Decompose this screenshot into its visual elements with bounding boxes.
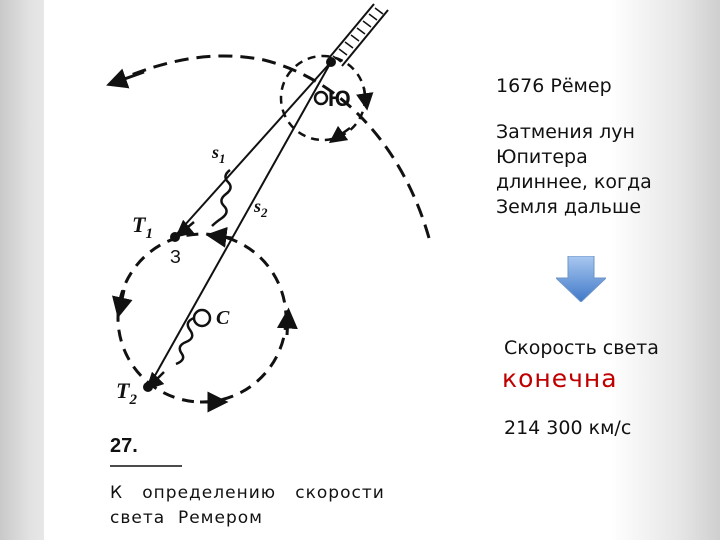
earth-orbit-arrow-top — [216, 236, 232, 238]
speed-label: Скорость света — [504, 337, 659, 359]
light-path-s1 — [175, 62, 331, 236]
figure-caption-line2: света Ремером — [110, 508, 263, 528]
earth-t1 — [170, 232, 180, 242]
photon-wave-s2 — [176, 318, 194, 364]
figure-caption-line1: К определению скорости — [110, 483, 385, 503]
figure-panel — [44, 0, 458, 540]
sun-label: C — [216, 307, 230, 329]
discovery-line: 1676 Рёмер — [496, 75, 612, 97]
down-arrow-icon — [556, 256, 606, 302]
earth-label: З — [170, 247, 181, 267]
earth-orbit-arrow-right — [287, 318, 288, 335]
desc-line-3: длиннее, когда — [496, 171, 652, 193]
t2-label: $T_2$ — [116, 378, 137, 408]
jupiter — [315, 92, 327, 104]
moon-orbit-arrow — [336, 128, 350, 138]
desc-line-2: Юпитера — [496, 146, 588, 168]
light-path-s2 — [148, 62, 331, 388]
finite-word: конечна — [502, 364, 618, 393]
desc-line-1: Затмения лун — [496, 121, 635, 143]
jupiter-orbit-arrow — [116, 72, 144, 82]
roemer-diagram — [44, 0, 458, 540]
jupiter-shadow — [329, 4, 388, 66]
sun — [194, 310, 210, 326]
earth-t2 — [143, 382, 153, 392]
jupiter-orbit — [114, 56, 429, 238]
earth-orbit — [118, 234, 286, 402]
s2-label: $s_2$ — [254, 196, 268, 220]
figure-number: 27. — [110, 435, 138, 457]
t1-label: $T_1$ — [132, 212, 153, 242]
desc-line-4: Земля дальше — [496, 196, 642, 218]
speed-value: 214 300 км/с — [504, 417, 632, 439]
jupiter-label: Ю — [328, 86, 351, 111]
s1-label: $s_1$ — [212, 142, 226, 166]
